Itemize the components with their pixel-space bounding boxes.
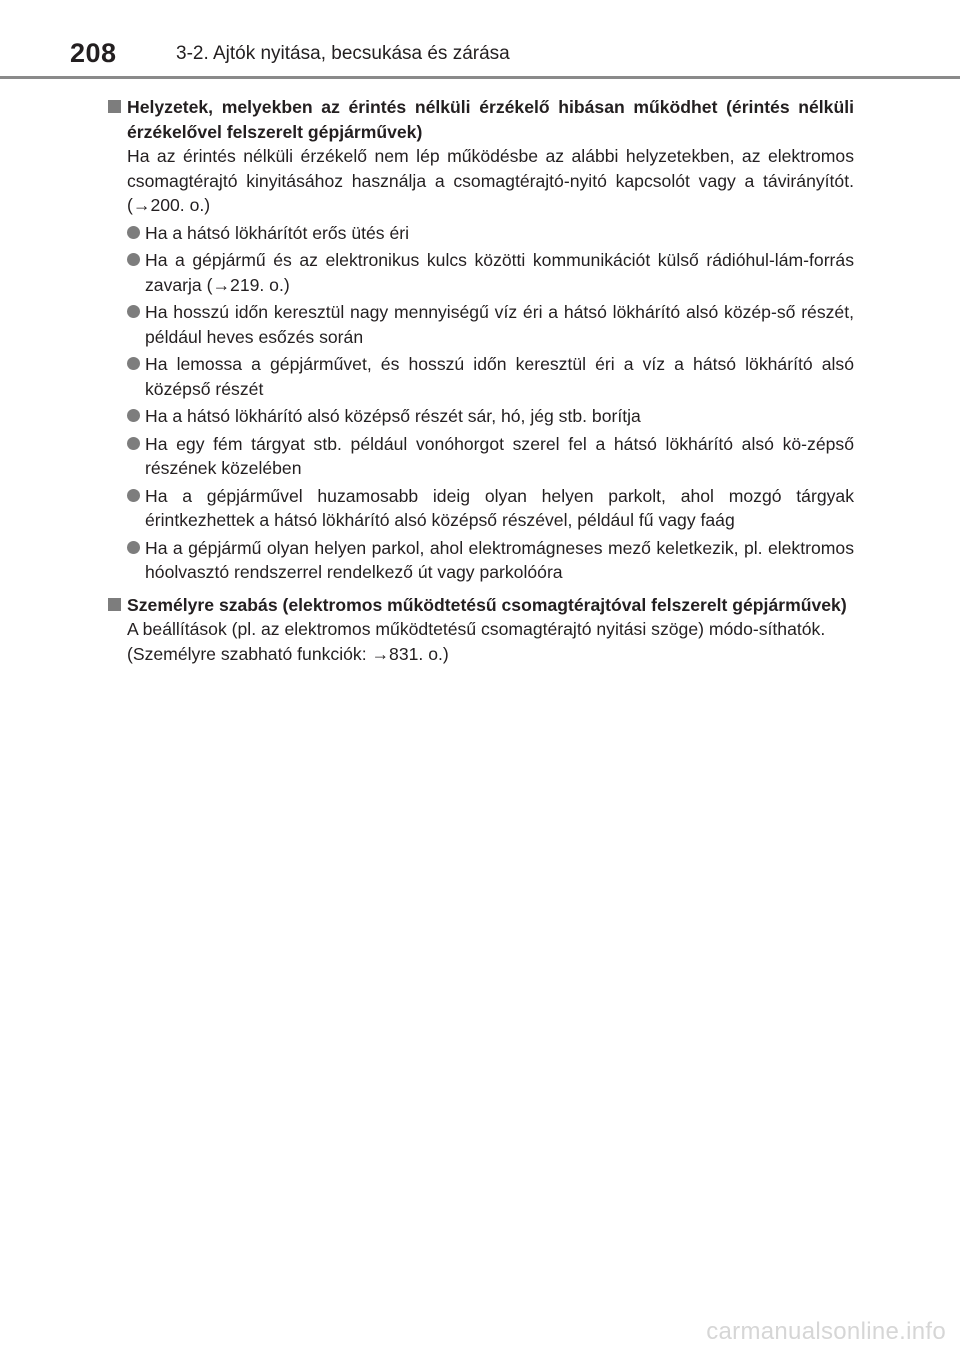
bullet-dot-icon <box>127 305 140 318</box>
bullet-dot-icon <box>127 541 140 554</box>
section-customization <box>108 593 854 667</box>
bullet-text: Ha lemossa a gépjárművet, és hosszú időn keresztül éri a víz a hátsó lökhárító alsó középső részét <box>145 354 854 399</box>
bullet-text: Ha a gépjárművel huzamosabb ideig olyan helyen parkolt, ahol mozgó tárgyak érintkezhettek a hátsó lökhárító alsó középső részével, például fű vagy faág <box>145 485 854 530</box>
section-square-icon <box>108 100 121 113</box>
bullet-item <box>127 404 854 429</box>
bullet-item <box>127 352 854 401</box>
header-rule <box>0 76 960 79</box>
bullet-item <box>127 248 854 297</box>
page-number: 208 <box>70 38 117 68</box>
page-content <box>108 95 854 666</box>
bullet-dot-icon <box>127 489 140 502</box>
bullet-list <box>127 221 854 585</box>
section-paragraph: Ha az érintés nélküli érzékelő nem lép működésbe az alábbi helyzetekben, az elektromos csomagtérajtó kinyitásához használja a csomagtérajtó-nyitó kapcsolót vagy a távirányítót. (→200. o.) <box>127 146 854 215</box>
bullet-dot-icon <box>127 437 140 450</box>
bullet-dot-icon <box>127 409 140 422</box>
bullet-item <box>127 221 854 246</box>
bullet-text: Ha hosszú időn keresztül nagy mennyiségű víz éri a hátsó lökhárító alsó közép-ső részét, például heves esőzés során <box>145 302 854 347</box>
section-square-icon <box>108 598 121 611</box>
section-sensor-malfunction <box>108 95 854 585</box>
bullet-text: Ha egy fém tárgyat stb. például vonóhorgot szerel fel a hátsó lökhárító alsó kö-zépső részének közelében <box>145 433 854 478</box>
bullet-text: Ha a hátsó lökhárítót erős ütés éri <box>145 222 410 243</box>
bullet-text: Ha a gépjármű és az elektronikus kulcs közötti kommunikációt külső rádióhul-lám-forrás zavarja (→219. o.) <box>145 250 854 295</box>
section-title: Helyzetek, melyekben az érintés nélküli érzékelő hibásan működhet (érintés nélküli érzékelővel felszerelt gépjárművek) <box>127 97 854 142</box>
bullet-dot-icon <box>127 357 140 370</box>
section-title: Személyre szabás (elektromos működtetésű csomagtérajtóval felszerelt gépjárművek) <box>127 594 847 615</box>
watermark: carmanualsonline.info <box>706 1318 946 1345</box>
bullet-item <box>127 484 854 533</box>
bullet-dot-icon <box>127 253 140 266</box>
page-header <box>0 0 960 80</box>
section-paragraph: A beállítások (pl. az elektromos működtetésű csomagtérajtó nyitási szöge) módo-síthatók. <box>127 619 826 639</box>
bullet-text: Ha a gépjármű olyan helyen parkol, ahol elektromágneses mező keletkezik, pl. elektromos hóolvasztó rendszerrel rendelkező út vagy parkolóóra <box>145 537 854 582</box>
bullet-item <box>127 536 854 585</box>
bullet-dot-icon <box>127 226 140 239</box>
chapter-title: 3-2. Ajtók nyitása, becsukása és zárása <box>176 43 510 64</box>
section-paragraph-reference: (Személyre szabható funkciók: →831. o.) <box>127 643 449 664</box>
bullet-item <box>127 432 854 481</box>
bullet-text: Ha a hátsó lökhárító alsó középső részét sár, hó, jég stb. borítja <box>145 406 641 426</box>
bullet-item <box>127 300 854 349</box>
